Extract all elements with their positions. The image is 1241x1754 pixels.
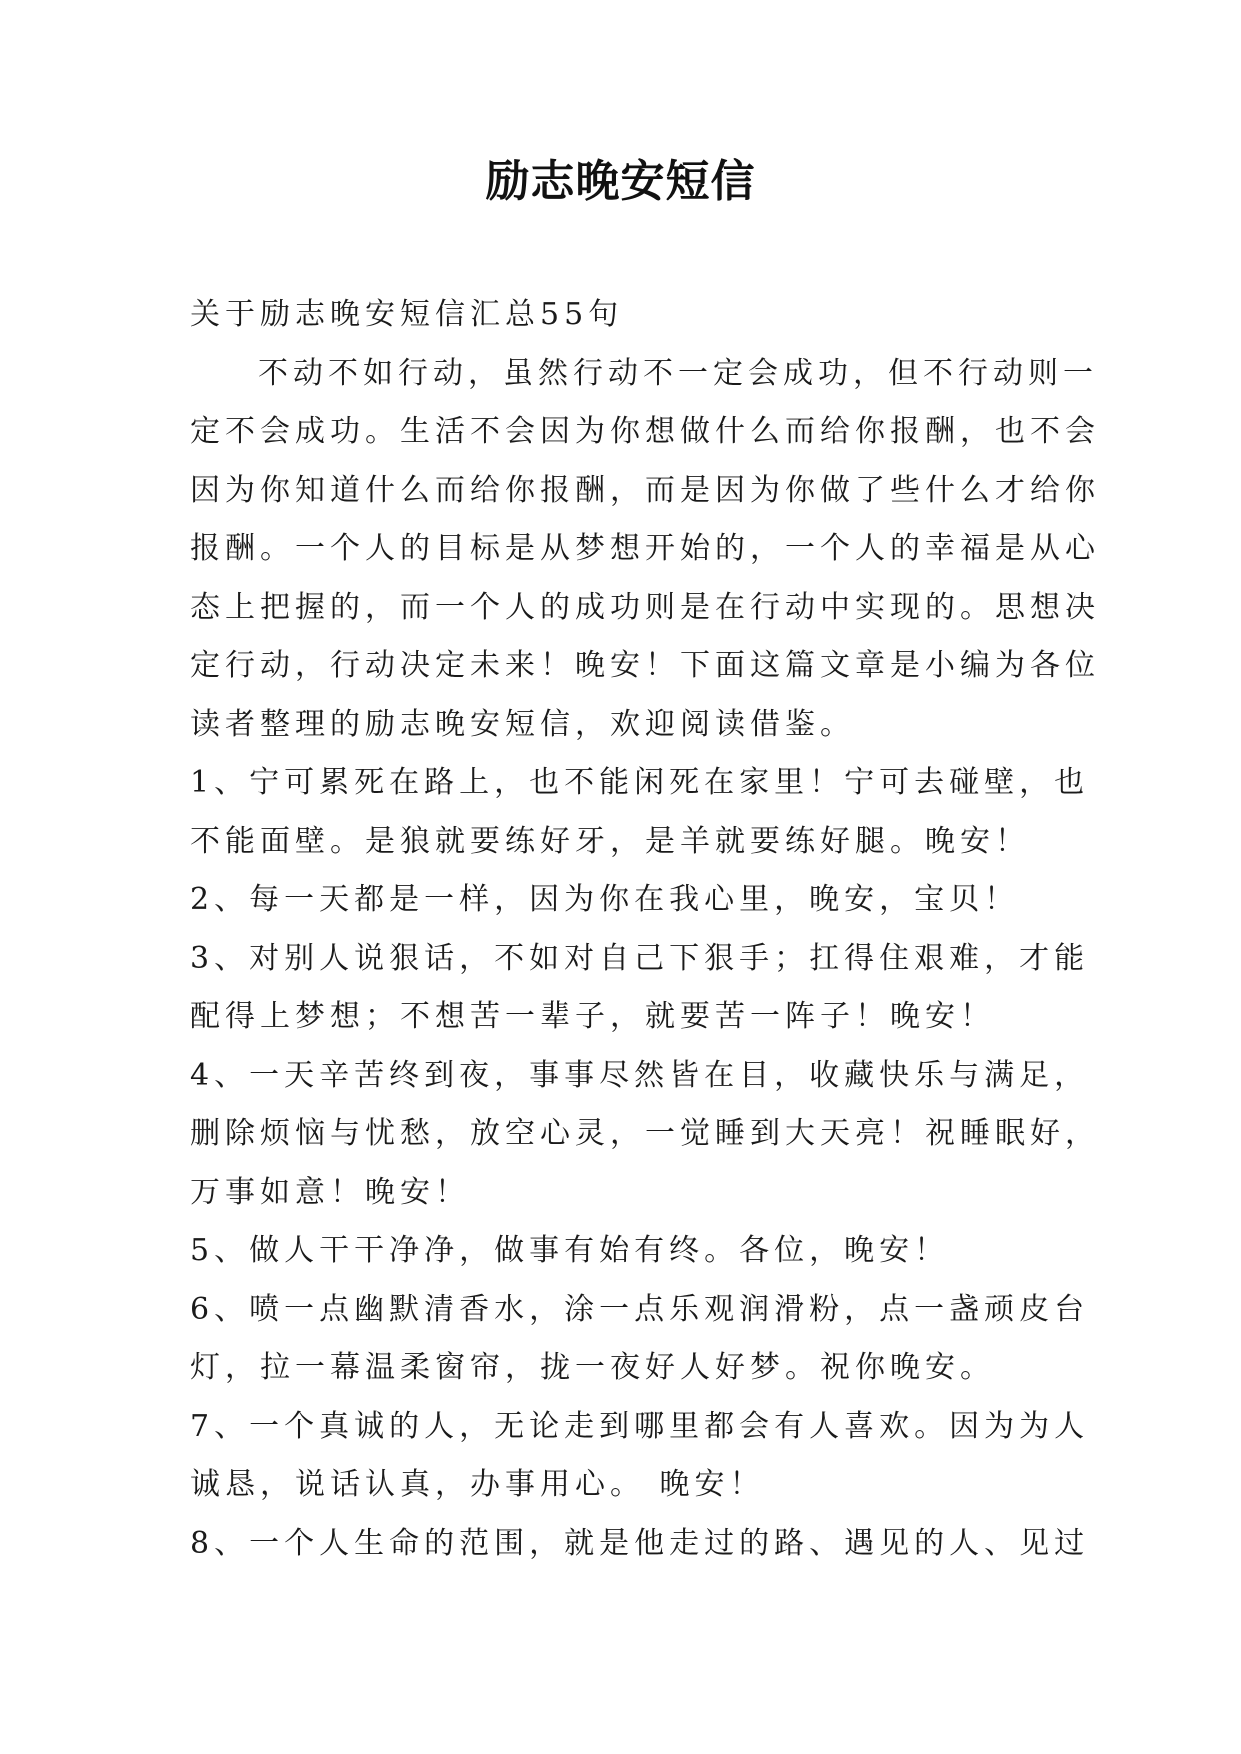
message-item-2-line: 2、每一天都是一样，因为你在我心里，晚安，宝贝！ <box>190 882 1020 917</box>
message-item-6-line: 灯，拉一幕温柔窗帘，拢一夜好人好梦。祝你晚安。 <box>190 1350 995 1385</box>
intro-paragraph-line: 因为你知道什么而给你报酬，而是因为你做了些什么才给你 <box>190 472 1100 508</box>
intro-paragraph-line: 定不会成功。生活不会因为你想做什么而给你报酬，也不会 <box>190 414 1100 449</box>
document-title: 励志晚安短信 <box>485 156 756 207</box>
intro-paragraph-line: 不动不如行动，虽然行动不一定会成功，但不行动则一 <box>258 355 1098 391</box>
document-body <box>190 286 1100 1573</box>
message-item-3-line: 配得上梦想；不想苦一辈子，就要苦一阵子！晚安！ <box>190 999 995 1034</box>
summary-line: 关于励志晚安短信汇总55句 <box>190 297 624 332</box>
intro-paragraph-line: 报酬。一个人的目标是从梦想开始的，一个人的幸福是从心 <box>190 531 1100 566</box>
intro-paragraph-line: 态上把握的，而一个人的成功则是在行动中实现的。思想决 <box>190 589 1100 625</box>
message-item-7-line: 7、一个真诚的人，无论走到哪里都会有人喜欢。因为为人 <box>190 1408 1090 1444</box>
message-item-5-line: 5、做人干干净净，做事有始有终。各位，晚安！ <box>190 1233 950 1268</box>
message-item-4-line: 删除烦恼与忧愁，放空心灵，一觉睡到大天亮！祝睡眠好， <box>190 1116 1100 1151</box>
message-item-1-line: 1、宁可累死在路上，也不能闲死在家里！宁可去碰壁，也 <box>190 765 1090 800</box>
message-item-3-line: 3、对别人说狠话，不如对自己下狠手；扛得住艰难，才能 <box>190 940 1090 976</box>
message-item-4-line: 万事如意！晚安！ <box>190 1174 470 1210</box>
message-item-7-line: 诚恳，说话认真，办事用心。 晚安！ <box>190 1467 765 1502</box>
intro-paragraph-line: 定行动，行动决定未来！晚安！下面这篇文章是小编为各位 <box>190 648 1100 683</box>
message-item-1-line: 不能面壁。是狼就要练好牙，是羊就要练好腿。晚安！ <box>190 823 1030 859</box>
message-item-4-line: 4、一天辛苦终到夜，事事尽然皆在目，收藏快乐与满足， <box>190 1057 1090 1093</box>
intro-paragraph-line: 读者整理的励志晚安短信，欢迎阅读借鉴。 <box>190 706 855 742</box>
message-item-6-line: 6、喷一点幽默清香水，涂一点乐观润滑粉，点一盏顽皮台 <box>190 1291 1090 1327</box>
message-item-8-line: 8、一个人生命的范围，就是他走过的路、遇见的人、见过 <box>190 1525 1090 1561</box>
